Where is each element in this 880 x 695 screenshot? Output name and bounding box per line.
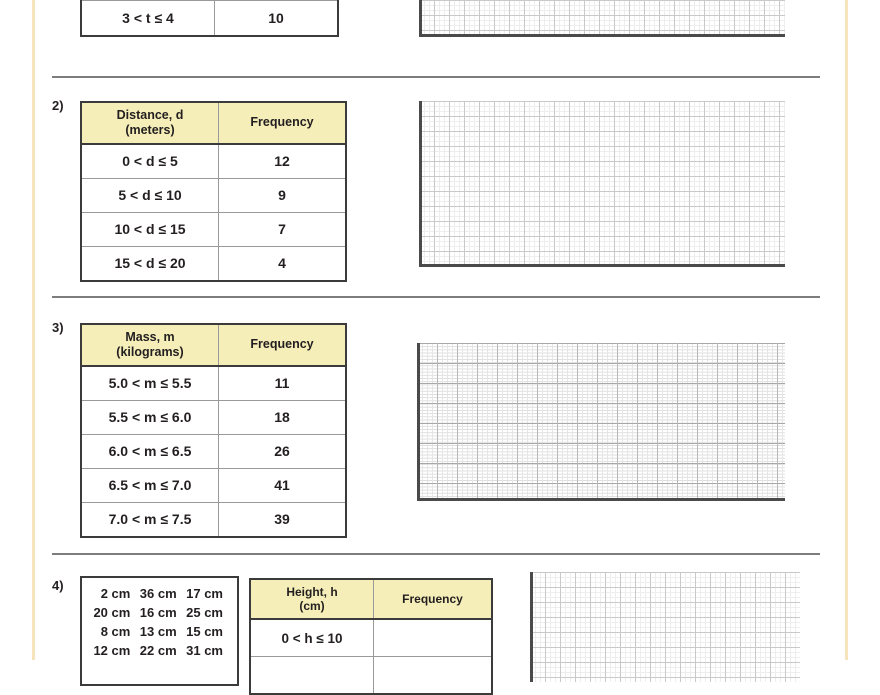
data-row <box>90 622 229 641</box>
table-header-row <box>81 102 346 144</box>
table-row <box>81 366 346 401</box>
header-line-1: Height, h <box>286 585 338 599</box>
data-value: 13 cm <box>139 624 177 639</box>
data-row <box>90 641 229 660</box>
data-value: 12 cm <box>93 643 131 658</box>
table-row <box>81 502 346 537</box>
table-cell-range: 6.5 < m ≤ 7.0 <box>81 468 219 502</box>
graph-grid-q2[interactable] <box>419 101 785 267</box>
data-row <box>90 603 229 622</box>
section-divider-1 <box>52 76 820 78</box>
data-value: 25 cm <box>186 605 223 620</box>
graph-axis-x <box>417 498 785 501</box>
data-value: 2 cm <box>100 586 131 601</box>
table-cell-frequency-input[interactable] <box>374 657 493 695</box>
frequency-table-q1 <box>80 0 339 37</box>
frequency-table-q4 <box>249 578 493 695</box>
table-row <box>81 246 346 281</box>
table-cell-range: 5.0 < m ≤ 5.5 <box>81 366 219 401</box>
question-number-2: 2) <box>52 98 64 113</box>
table-row <box>81 144 346 179</box>
data-value: 36 cm <box>139 586 177 601</box>
table-header-row <box>250 579 492 619</box>
table-cell-range: 3 < t ≤ 4 <box>81 1 215 37</box>
data-row <box>90 584 229 603</box>
raw-data-box-q4 <box>80 576 239 686</box>
table-cell-frequency: 4 <box>219 246 347 281</box>
table-cell-range: 10 < d ≤ 15 <box>81 212 219 246</box>
table-cell-frequency: 18 <box>219 400 347 434</box>
table-header-row <box>81 324 346 366</box>
section-divider-3 <box>52 553 820 555</box>
table-row <box>250 619 492 657</box>
header-line-2: (meters) <box>125 122 175 137</box>
data-value: 31 cm <box>186 643 223 658</box>
question-number-3: 3) <box>52 320 64 335</box>
graph-axis-x <box>419 34 785 37</box>
table-row <box>250 657 492 695</box>
question-number-4: 4) <box>52 578 64 593</box>
graph-axis-y <box>417 343 420 501</box>
frequency-table-q3 <box>80 323 347 538</box>
table-cell-frequency: 7 <box>219 212 347 246</box>
table-cell-frequency: 12 <box>219 144 347 179</box>
table-header-range <box>250 579 374 619</box>
table-row <box>81 468 346 502</box>
table-header-frequency: Frequency <box>219 324 347 366</box>
header-line-1: Distance, d <box>116 108 184 122</box>
graph-axis-y <box>530 572 533 682</box>
frequency-table-q2 <box>80 101 347 282</box>
table-cell-frequency: 26 <box>219 434 347 468</box>
table-cell-range <box>250 657 374 695</box>
data-value: 17 cm <box>186 586 223 601</box>
table-row <box>81 434 346 468</box>
graph-grid-q3[interactable] <box>417 343 785 501</box>
table-cell-range: 5.5 < m ≤ 6.0 <box>81 400 219 434</box>
table-row <box>81 400 346 434</box>
table-cell-frequency: 11 <box>219 366 347 401</box>
graph-axis-y <box>419 101 422 267</box>
table-cell-range: 15 < d ≤ 20 <box>81 246 219 281</box>
table-cell-frequency: 41 <box>219 468 347 502</box>
table-row <box>81 178 346 212</box>
page-border-right <box>845 0 848 660</box>
table-row <box>81 212 346 246</box>
table-cell-frequency-input[interactable] <box>374 619 493 657</box>
header-line-2: (kilograms) <box>116 344 184 359</box>
table-header-frequency: Frequency <box>374 579 493 619</box>
data-value: 22 cm <box>139 643 177 658</box>
table-header-range <box>81 324 219 366</box>
graph-grid-q1[interactable] <box>419 0 785 37</box>
table-header-frequency: Frequency <box>219 102 347 144</box>
graph-axis-x <box>419 264 785 267</box>
data-value: 20 cm <box>93 605 131 620</box>
page-border-left <box>32 0 35 660</box>
data-value: 16 cm <box>139 605 177 620</box>
table-header-range <box>81 102 219 144</box>
raw-data-table <box>90 584 229 660</box>
data-value: 15 cm <box>186 624 223 639</box>
section-divider-2 <box>52 296 820 298</box>
table-cell-range: 7.0 < m ≤ 7.5 <box>81 502 219 537</box>
table-cell-range: 0 < h ≤ 10 <box>250 619 374 657</box>
table-cell-frequency: 10 <box>215 1 339 37</box>
table-cell-range: 6.0 < m ≤ 6.5 <box>81 434 219 468</box>
table-cell-frequency: 9 <box>219 178 347 212</box>
graph-axis-y <box>419 0 422 37</box>
table-cell-range: 5 < d ≤ 10 <box>81 178 219 212</box>
table-cell-frequency: 39 <box>219 502 347 537</box>
table-cell-range: 0 < d ≤ 5 <box>81 144 219 179</box>
header-line-2: (cm) <box>299 599 325 614</box>
data-value: 8 cm <box>100 624 131 639</box>
header-line-1: Mass, m <box>125 330 175 344</box>
graph-grid-q4[interactable] <box>530 572 800 682</box>
table-row <box>81 1 338 37</box>
